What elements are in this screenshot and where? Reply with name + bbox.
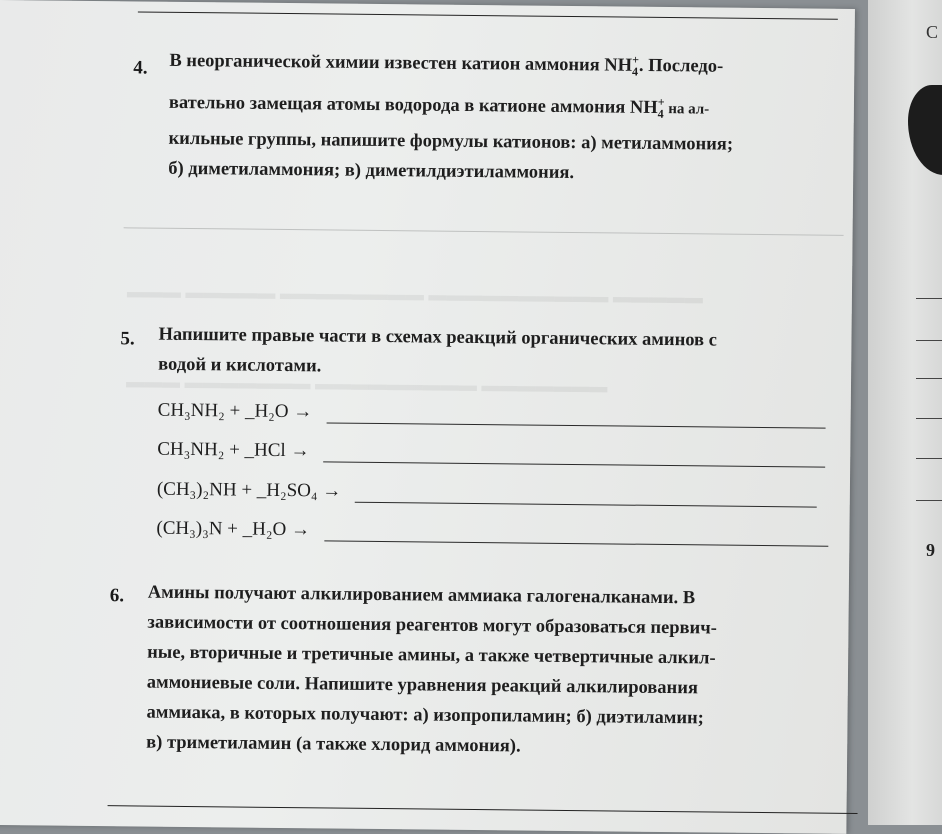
task6-line: зависимости от соотношения реагентов могут образоваться первич- [147, 612, 717, 639]
task4-answer-area[interactable] [124, 227, 844, 236]
task5-text [158, 320, 849, 387]
equation-answer-field[interactable] [326, 402, 825, 428]
task6-line: ные, вторичные и третичные амины, а также четвертичные алкил- [147, 642, 716, 669]
task5-number: 5. [120, 328, 135, 350]
equation-lhs: (CH₃)₃N + _H₂O → [156, 517, 311, 541]
task6-line: аммиака, в которых получают: а) изопропиламин; б) диэтиламин; [146, 702, 704, 729]
task6-text [146, 578, 868, 766]
next-page-edge [868, 0, 942, 825]
task6-line: аммониевые соли. Напишите уравнения реакций алкилирования [146, 672, 699, 699]
next-page-dash [916, 458, 942, 459]
equation-lhs: CH₃NH₂ + _H₂O → [157, 399, 313, 423]
equation-row [157, 479, 818, 508]
task6-line: Амины получают алкилированием аммиака галогеналканами. В [147, 582, 696, 609]
next-page-dash [916, 378, 942, 379]
task4-line: б) диметиламмония; в) диметилдиэтиламмония. [168, 158, 575, 183]
show-through-text: ▬▬▬ ▬▬▬▬▬▬▬ ▬▬▬▬▬▬▬▬▬ ▬▬▬▬▬▬▬ [125, 371, 608, 397]
task5-line: водой и кислотами. [158, 354, 322, 377]
next-page-number: 9 [926, 540, 935, 560]
task4-line: В неорганической химии известен катион аммония $NH_4^+$. Последо- [169, 50, 724, 79]
equation-lhs: CH₃NH₂ + _HCl → [157, 438, 310, 462]
next-page-dash [916, 418, 942, 419]
equation-row [156, 518, 828, 547]
next-page-dash [916, 298, 942, 299]
equation-row [157, 439, 825, 468]
next-page-dash [916, 340, 942, 341]
task5-line: Напишите правые части в схемах реакций органических аминов с [158, 324, 717, 351]
top-rule [138, 11, 838, 19]
task4-number: 4. [133, 57, 148, 79]
show-through-text: ▬▬▬ ▬▬▬▬▬ ▬▬▬▬▬▬▬▬ ▬▬▬▬▬▬▬▬▬▬ ▬▬▬▬▬ [126, 281, 704, 308]
task4-line: вательно замещая атомы водорода в катионе аммония $NH_4^+$ на ал- [168, 92, 710, 121]
task6-answer-line[interactable] [108, 805, 858, 814]
equation-row [158, 400, 826, 429]
task4-line: кильные группы, напишите формулы катионов: а) метиламмония; [168, 128, 734, 155]
equation-answer-field[interactable] [355, 482, 817, 508]
task4-text [168, 40, 849, 191]
task6-line: в) триметиламин (а также хлорид аммония). [146, 732, 521, 757]
next-page-illustration [908, 85, 942, 175]
next-page-dash [916, 500, 942, 501]
equation-lhs: (CH₃)₂NH + _H₂SO₄ → [156, 478, 342, 502]
equation-answer-field[interactable] [324, 520, 828, 546]
task6-number: 6. [109, 585, 125, 607]
equation-answer-field[interactable] [323, 441, 825, 467]
next-page-letter: С [926, 22, 939, 42]
